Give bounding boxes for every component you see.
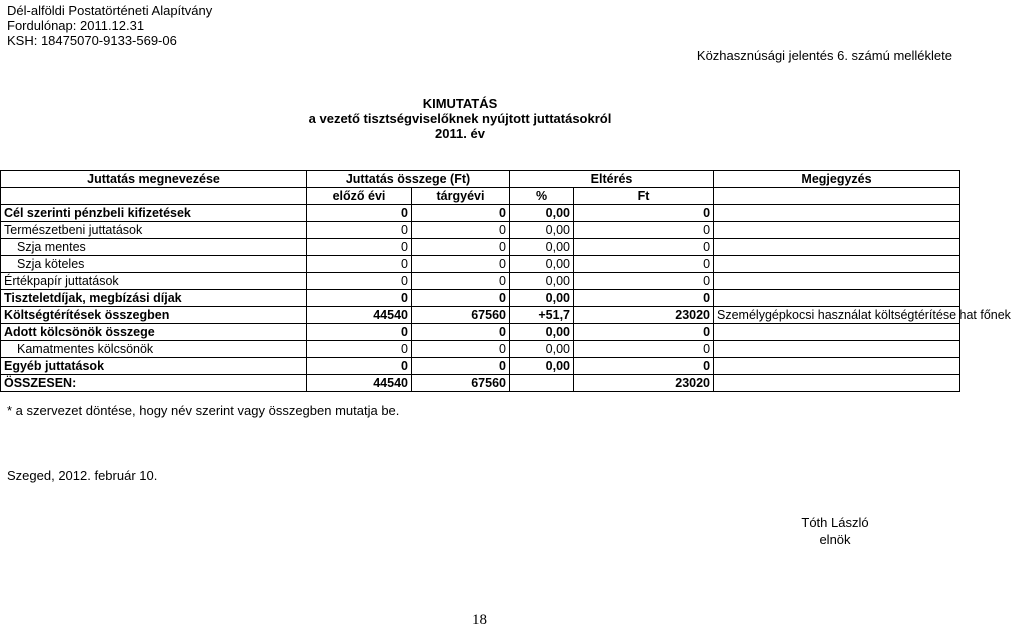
subheader-pct: % [510,188,574,205]
signature-name: Tóth László [801,515,869,530]
row-curr: 0 [412,256,510,273]
row-curr: 0 [412,239,510,256]
row-prev: 0 [307,341,412,358]
row-label: Kamatmentes kölcsönök [1,341,307,358]
row-note [714,341,960,358]
row-prev: 0 [307,239,412,256]
row-label: Szja mentes [1,239,307,256]
row-pct: 0,00 [510,256,574,273]
row-ft: 0 [574,324,714,341]
row-curr: 0 [412,222,510,239]
row-pct: 0,00 [510,239,574,256]
row-curr: 0 [412,358,510,375]
row-ft: 23020 [574,307,714,324]
row-prev: 0 [307,324,412,341]
table-row [1,239,960,256]
table-total-row [1,375,960,392]
row-label: Természetbeni juttatások [1,222,307,239]
row-note [714,239,960,256]
row-curr: 0 [412,324,510,341]
row-ft: 0 [574,205,714,222]
row-note [714,205,960,222]
row-pct: 0,00 [510,324,574,341]
row-label: Értékpapír juttatások [1,273,307,290]
row-note [714,358,960,375]
row-label: Egyéb juttatások [1,358,307,375]
table-row [1,324,960,341]
row-prev: 0 [307,273,412,290]
page-number: 18 [472,612,487,628]
row-pct: 0,00 [510,341,574,358]
row-ft: 0 [574,273,714,290]
total-ft: 23020 [574,375,714,392]
row-prev: 0 [307,205,412,222]
row-curr: 0 [412,273,510,290]
row-prev: 0 [307,358,412,375]
row-pct: 0,00 [510,358,574,375]
row-pct: 0,00 [510,222,574,239]
row-ft: 0 [574,239,714,256]
signature-role: elnök [819,532,851,547]
row-note [714,273,960,290]
row-label: Adott kölcsönök összege [1,324,307,341]
total-pct [510,375,574,392]
place-date: Szeged, 2012. február 10. [7,468,158,483]
row-note [714,256,960,273]
annex-label: Közhasznúsági jelentés 6. számú melléklete [696,48,952,63]
table-row [1,307,960,324]
row-ft: 0 [574,341,714,358]
report-subtitle: a vezető tisztségviselőknek nyújtott juttatásokról [308,111,612,126]
row-label: Tiszteletdíjak, megbízási díjak [1,290,307,307]
row-prev: 44540 [307,307,412,324]
report-title: KIMUTATÁS [422,96,498,111]
table-row [1,273,960,290]
row-note [714,222,960,239]
total-note [714,375,960,392]
table-subheader-row [1,188,960,205]
row-pct: 0,00 [510,290,574,307]
row-ft: 0 [574,256,714,273]
row-pct: 0,00 [510,273,574,290]
table-row [1,222,960,239]
col-header-note: Megjegyzés [714,171,960,188]
subheader-empty [1,188,307,205]
col-header-diff: Eltérés [510,171,714,188]
report-year: 2011. év [435,126,485,141]
subheader-curr: tárgyévi [412,188,510,205]
footnote: * a szervezet döntése, hogy név szerint vagy összegben mutatja be. [7,403,400,418]
col-header-name: Juttatás megnevezése [1,171,307,188]
total-label: ÖSSZESEN: [1,375,307,392]
ksh-number: KSH: 18475070-9133-569-06 [7,33,177,48]
row-ft: 0 [574,222,714,239]
row-prev: 0 [307,290,412,307]
row-note [714,290,960,307]
row-curr: 0 [412,205,510,222]
table-header-row [1,171,960,188]
row-label: Cél szerinti pénzbeli kifizetések [1,205,307,222]
org-name: Dél-alföldi Postatörténeti Alapítvány [7,3,213,18]
total-prev: 44540 [307,375,412,392]
fiscal-date: Fordulónap: 2011.12.31 [7,18,145,33]
row-pct: +51,7 [510,307,574,324]
total-curr: 67560 [412,375,510,392]
table-row [1,358,960,375]
col-header-amount: Juttatás összege (Ft) [307,171,510,188]
row-curr: 0 [412,290,510,307]
benefits-table [0,170,1011,392]
row-note [714,324,960,341]
row-prev: 0 [307,256,412,273]
subheader-prev: előző évi [307,188,412,205]
row-prev: 0 [307,222,412,239]
row-ft: 0 [574,358,714,375]
row-label: Szja köteles [1,256,307,273]
row-pct: 0,00 [510,205,574,222]
table-row [1,290,960,307]
table-row [1,341,960,358]
subheader-note-empty [714,188,960,205]
row-curr: 0 [412,341,510,358]
table-row [1,256,960,273]
row-note: Személygépkocsi használat költségtérítése hat főnek [714,307,960,324]
table-row [1,205,960,222]
row-curr: 67560 [412,307,510,324]
row-label: Költségtérítések összegben [1,307,307,324]
subheader-ft: Ft [574,188,714,205]
row-ft: 0 [574,290,714,307]
